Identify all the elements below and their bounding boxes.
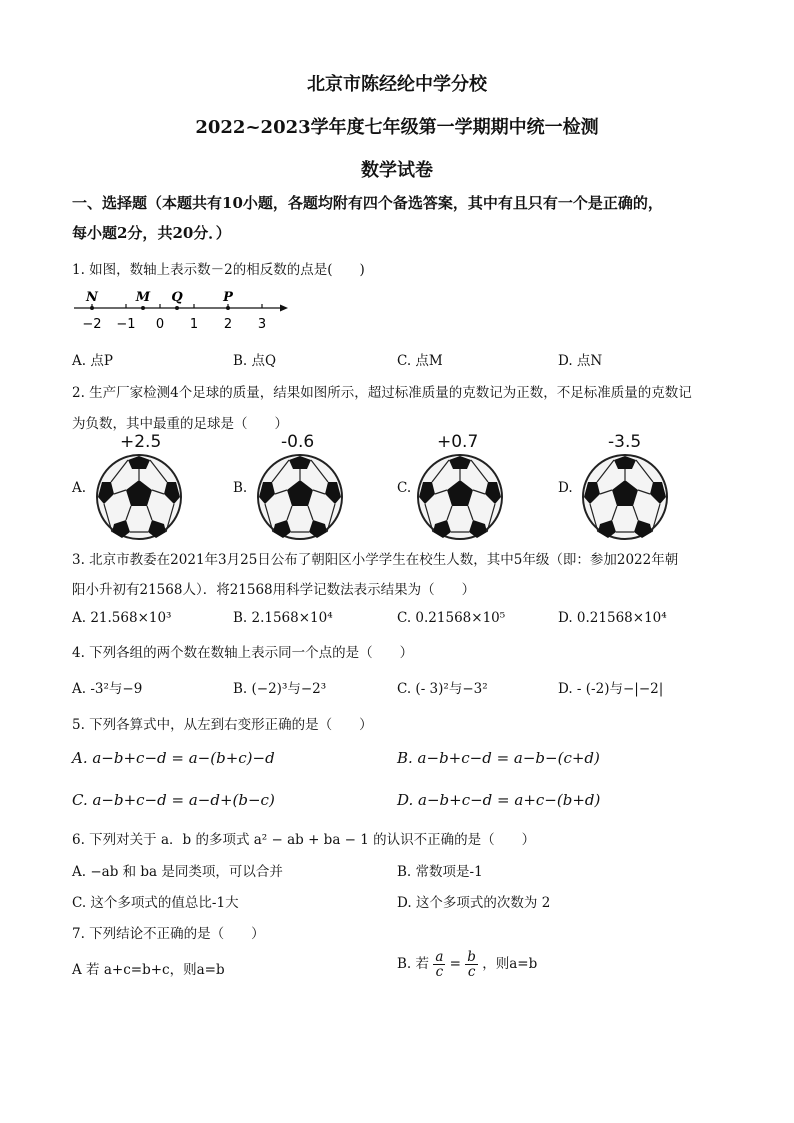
football-label-a: A.: [72, 480, 87, 496]
q3-option-b: B. 2.1568×10⁴: [233, 610, 333, 626]
q3-option-a: A. 21.568×10³: [72, 610, 172, 626]
q3-stem-line1: 3. 北京市教委在2021年3月25日公布了朝阳区小学学生在校生人数，其中5年级（即：参加2022年朝: [72, 552, 679, 568]
q7-option-b-suffix: ，则a=b: [482, 956, 538, 972]
football-option-a: [72, 432, 232, 542]
number-line-point: [175, 306, 179, 310]
number-line-tick-label: −1: [116, 317, 136, 332]
q5-option-d: D. a−b+c−d = a+c−(b+d): [397, 791, 601, 809]
section-heading-line1: 一、选择题（本题共有10小题，各题均附有四个备选答案，其中有且只有一个是正确的，: [72, 194, 663, 212]
number-line-figure: [72, 288, 292, 334]
q4-option-d: D. - (-2)与−|−2|: [558, 681, 664, 697]
q6-stem: 6. 下列对关于 a．b 的多项式 a² − ab + ba − 1 的认识不正确的是（ ）: [72, 832, 536, 848]
q3-option-c: C. 0.21568×10⁵: [397, 610, 506, 626]
q7-stem: 7. 下列结论不正确的是（ ）: [72, 926, 265, 942]
q4-option-b: B. (−2)³与−2³: [233, 681, 327, 697]
fraction-a-over-c: $\frac{a}{c}$: [435, 949, 444, 980]
number-line-tick-label: 3: [257, 317, 267, 332]
number-line-point-label: M: [135, 290, 151, 305]
q7-option-b-prefix: B. 若: [397, 956, 430, 972]
section-heading-line2: 每小题2分，共20分．）: [72, 224, 231, 242]
exam-title: 2022~2023学年度七年级第一学期期中统一检测: [195, 117, 599, 138]
q4-option-c: C. (- 3)²与−3²: [397, 681, 488, 697]
football-option-d: [558, 432, 718, 542]
fraction-b-over-c: $\frac{b}{c}$: [467, 949, 476, 980]
number-line-tick-label: 2: [223, 317, 233, 332]
football-icon: [255, 452, 345, 542]
football-icon: [580, 452, 670, 542]
q1-option-b: B. 点Q: [233, 353, 277, 369]
q1-stem: 1. 如图，数轴上表示数－2的相反数的点是( ): [72, 262, 365, 278]
q6-option-c: C. 这个多项式的值总比-1大: [72, 895, 239, 911]
q6-option-a: A. −ab 和 ba 是同类项，可以合并: [72, 864, 283, 880]
football-icon: [94, 452, 184, 542]
q5-option-b: B. a−b+c−d = a−b−(c+d): [397, 749, 600, 767]
subject-title: 数学试卷: [361, 160, 433, 181]
football-option-c: [397, 432, 557, 542]
number-line-point: [141, 306, 145, 310]
football-label-b: B.: [233, 480, 248, 496]
q5-option-a: A. a−b+c−d = a−(b+c)−d: [72, 749, 275, 767]
q6-option-d: D. 这个多项式的次数为 2: [397, 895, 551, 911]
number-line-tick-label: −2: [82, 317, 102, 332]
q6-option-b: B. 常数项是-1: [397, 864, 483, 880]
number-line-point-label: P: [223, 290, 233, 305]
q7-option-b: B. 若 $\frac{a}{c}$ = $\frac{b}{c}$ ，则a=b: [397, 949, 538, 980]
q1-option-a: A. 点P: [72, 353, 113, 369]
football-option-b: [233, 432, 393, 542]
number-line-tick-label: 0: [155, 317, 165, 332]
q2-stem-line1: 2. 生产厂家检测4个足球的质量，结果如图所示，超过标准质量的克数记为正数，不足标准质量的克数记: [72, 385, 692, 401]
number-line-tick-label: 1: [189, 317, 199, 332]
q2-stem-line2: 为负数，其中最重的足球是（ ）: [72, 416, 288, 432]
football-icon: [415, 452, 505, 542]
football-label-c: C.: [397, 480, 412, 496]
q5-option-c: C. a−b+c−d = a−d+(b−c): [72, 791, 275, 809]
q5-stem: 5. 下列各算式中，从左到右变形正确的是（ ）: [72, 717, 373, 733]
number-line-point: [90, 306, 94, 310]
number-line-point: [226, 306, 230, 310]
football-row: [0, 432, 794, 542]
q7-option-a: A 若 a+c=b+c，则a=b: [72, 962, 225, 978]
q1-option-d: D. 点N: [558, 353, 603, 369]
q4-stem: 4. 下列各组的两个数在数轴上表示同一个点的是（ ）: [72, 645, 414, 661]
q3-stem-line2: 阳小升初有21568人）．将21568用科学记数法表示结果为（ ）: [72, 582, 476, 598]
football-value-c: +0.7: [437, 432, 479, 452]
number-line-arrow: [280, 305, 288, 312]
q4-option-a: A. -3²与−9: [72, 681, 143, 697]
school-title: 北京市陈经纶中学分校: [307, 74, 487, 95]
football-value-a: +2.5: [120, 432, 162, 452]
football-value-b: -0.6: [281, 432, 315, 452]
football-value-d: -3.5: [608, 432, 642, 452]
q1-option-c: C. 点M: [397, 353, 443, 369]
football-label-d: D.: [558, 480, 573, 496]
q3-option-d: D. 0.21568×10⁴: [558, 610, 667, 626]
number-line-point-label: N: [86, 290, 98, 305]
number-line-point-label: Q: [171, 290, 183, 305]
